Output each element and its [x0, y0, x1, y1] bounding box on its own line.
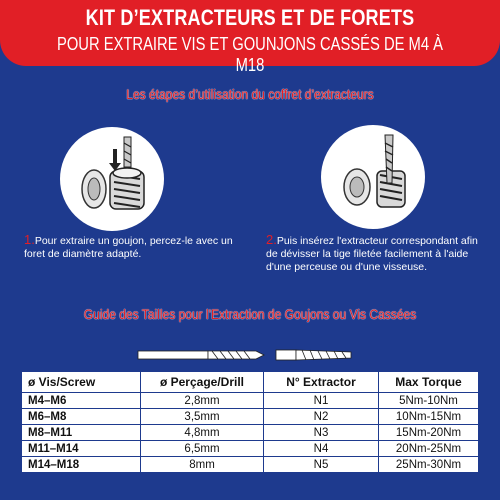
cell-extractor: N1: [264, 393, 379, 409]
steps-title: Les étapes d’utilisation du coffret d’extracteurs: [126, 86, 374, 102]
cell-screw: M14–M18: [22, 457, 141, 473]
table-row: [22, 457, 479, 473]
down-arrow-icon: [109, 149, 121, 171]
cell-torque: 15Nm-20Nm: [379, 425, 479, 441]
table-row: [22, 393, 479, 409]
extractor-icon: [276, 350, 351, 360]
table-row: [22, 425, 479, 441]
cell-drill: 8mm: [141, 457, 264, 473]
size-guide-table: [21, 371, 479, 473]
banner-title: KIT D’EXTRACTEURS ET DE FORETS: [85, 5, 415, 30]
table-row: [22, 409, 479, 425]
cell-extractor: N5: [264, 457, 379, 473]
guide-title: Guide des Tailles pour l'Extraction de Goujons ou Vis Cassées: [83, 306, 417, 322]
step-1-number: 1.: [24, 232, 35, 247]
drill-bit-icon: [124, 137, 131, 167]
col-header-drill: ø Perçage/Drill: [141, 372, 264, 393]
cell-extractor: N4: [264, 441, 379, 457]
cell-drill: 2,8mm: [141, 393, 264, 409]
cell-torque: 5Nm-10Nm: [379, 393, 479, 409]
cell-drill: 4,8mm: [141, 425, 264, 441]
tools-illustration: [136, 344, 366, 371]
cell-screw: M4–M6: [22, 393, 141, 409]
step-2-number: 2.: [266, 232, 277, 247]
cell-screw: M11–M14: [22, 441, 141, 457]
cell-drill: 3,5mm: [141, 409, 264, 425]
step-2-text: Puis insérez l'extracteur correspondant afin de dévisser la tige filetée facilement à l'aide d'une perceuse ou d'une visseuse.: [266, 235, 478, 273]
cell-extractor: N3: [264, 425, 379, 441]
cell-screw: M6–M8: [22, 409, 141, 425]
cell-extractor: N2: [264, 409, 379, 425]
step-2-illustration: [321, 125, 425, 229]
step-1-text: Pour extraire un goujon, percez-le avec un foret de diamètre adapté.: [24, 235, 233, 260]
header-banner: [0, 0, 500, 75]
step-2: [266, 233, 491, 274]
drilling-stud-icon: [60, 127, 164, 231]
col-header-torque: Max Torque: [379, 372, 479, 393]
threaded-stud-icon: [110, 168, 144, 209]
cell-torque: 10Nm-15Nm: [379, 409, 479, 425]
cell-torque: 20Nm-25Nm: [379, 441, 479, 457]
extractor-icon: [385, 135, 393, 183]
table-header-row: [22, 372, 479, 393]
cell-torque: 25Nm-30Nm: [379, 457, 479, 473]
table-row: [22, 441, 479, 457]
extracting-stud-icon: [321, 125, 425, 229]
step-1: [24, 233, 254, 261]
cell-drill: 6,5mm: [141, 441, 264, 457]
col-header-extractor: N° Extractor: [264, 372, 379, 393]
col-header-screw: ø Vis/Screw: [22, 372, 141, 393]
drill-and-extractor-icon: [136, 344, 366, 366]
cell-screw: M8–M11: [22, 425, 141, 441]
step-1-illustration: [60, 127, 164, 231]
banner-subtitle: POUR EXTRAIRE VIS ET GOUNJONS CASSÉS DE M4 À M18: [56, 34, 444, 75]
drill-bit-icon: [138, 351, 264, 359]
